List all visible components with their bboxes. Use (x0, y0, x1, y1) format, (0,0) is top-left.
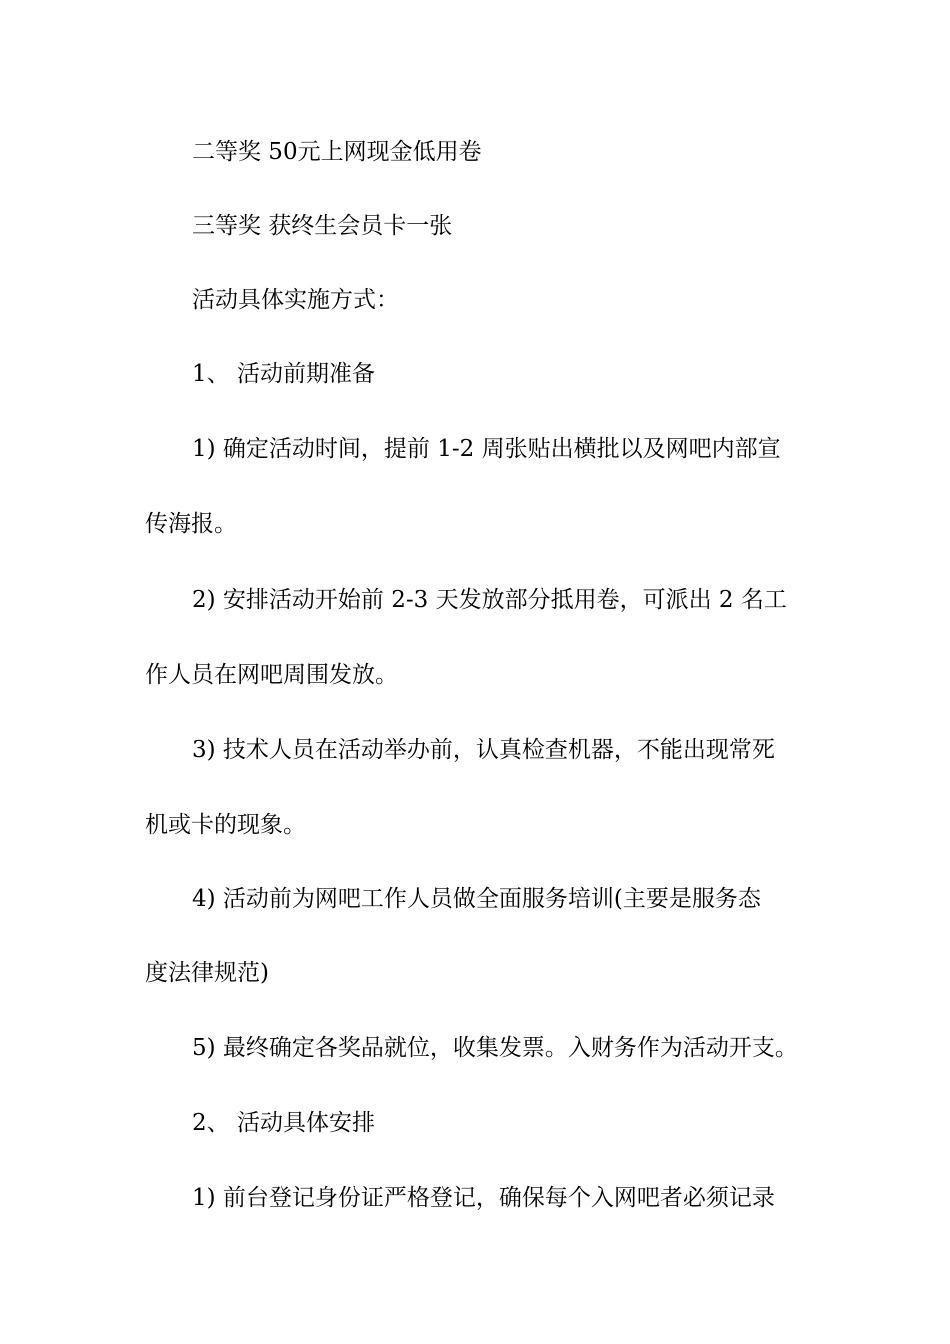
text-line: 1) 确定活动时间，提前 1-2 周张贴出横批以及网吧内部宣 (192, 436, 781, 462)
text-line: 5) 最终确定各奖品就位，收集发票。入财务作为活动开支。 (192, 1035, 798, 1061)
text-line: 3) 技术人员在活动举办前，认真检查机器，不能出现常死 (192, 737, 775, 763)
text-line: 2) 安排活动开始前 2-3 天发放部分抵用卷，可派出 2 名工 (192, 587, 787, 613)
text-line: 三等奖 获终生会员卡一张 (192, 213, 453, 239)
text-line: 1) 前台登记身份证严格登记，确保每个入网吧者必须记录 (192, 1185, 775, 1211)
section-heading: 2、 活动具体安排 (192, 1110, 375, 1136)
text-line: 活动具体实施方式： (192, 287, 399, 313)
section-heading: 1、 活动前期准备 (192, 361, 375, 387)
text-line: 二等奖 50元上网现金低用卷 (192, 139, 482, 165)
text-line: 作人员在网吧周围发放。 (145, 662, 398, 688)
text-line: 传海报。 (145, 511, 237, 537)
text-line: 4) 活动前为网吧工作人员做全面服务培训(主要是服务态 (192, 886, 761, 912)
text-line: 机或卡的现象。 (145, 812, 306, 838)
text-line: 度法律规范) (145, 960, 269, 986)
